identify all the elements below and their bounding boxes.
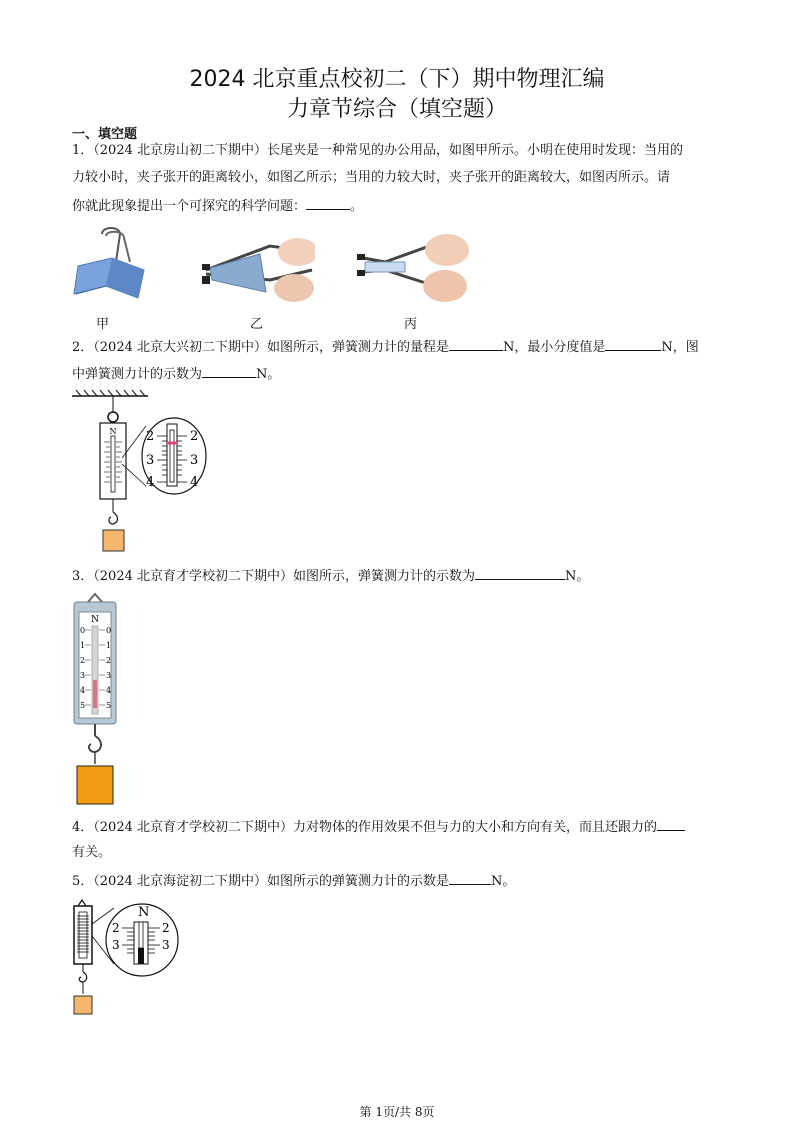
binder-clip-small-open-figure bbox=[200, 230, 315, 310]
q3-scale-label-right-2: 2 bbox=[106, 656, 112, 665]
q3-line1-text: 3．（2024 北京育才学校初二下期中）如图所示，弹簧测力计的示数为 bbox=[72, 569, 475, 584]
q3-scale-label-right-4: 4 bbox=[106, 686, 112, 695]
q3-scale-label-left-2: 2 bbox=[80, 656, 86, 665]
q3-scale-label-left-5: 5 bbox=[80, 701, 86, 710]
q5-line1-end: N。 bbox=[491, 874, 516, 889]
q2-zoom-label-right-3: 3 bbox=[190, 453, 199, 468]
q5-zoom-label-right-3: 3 bbox=[162, 938, 170, 952]
q3-scale-label-left-1: 1 bbox=[80, 641, 86, 650]
q3-scale-label-left-0: 0 bbox=[80, 626, 86, 635]
q1-line3 bbox=[72, 197, 724, 215]
document-title-line1: 2024 北京重点校初二（下）期中物理汇编 bbox=[189, 67, 605, 92]
spring-scale-q3-figure bbox=[72, 592, 118, 808]
q3-scale-label-right-0: 0 bbox=[106, 626, 112, 635]
binder-clip-large-open-figure bbox=[355, 226, 470, 310]
q3-line1 bbox=[72, 567, 724, 585]
q2-zoom-label-left-2: 2 bbox=[146, 429, 155, 444]
q4-line2: 有关。 bbox=[72, 845, 112, 860]
q2-line1-mid2: N，图 bbox=[661, 340, 699, 355]
q2-division-blank[interactable] bbox=[605, 338, 661, 351]
figure-caption-bing: 丙 bbox=[404, 317, 418, 332]
binder-clip-closed-figure bbox=[72, 226, 152, 306]
section-heading: 一、填空题 bbox=[72, 127, 138, 142]
q3-scale-label-left-4: 4 bbox=[80, 686, 86, 695]
q3-scale-unit: N bbox=[91, 615, 99, 625]
page-footer: 第 1页/共 8页 bbox=[359, 1105, 435, 1119]
q2-zoom-label-left-4: 4 bbox=[146, 475, 155, 490]
q2-line2-text: 中弹簧测力计的示数为 bbox=[72, 367, 203, 382]
q3-line1-end: N。 bbox=[565, 569, 590, 584]
q2-line1 bbox=[72, 338, 724, 356]
q2-zoom-label-right-4: 4 bbox=[190, 475, 199, 490]
q2-zoom-label-left-3: 3 bbox=[146, 453, 155, 468]
q2-line2-end: N。 bbox=[256, 367, 281, 382]
q2-line1-mid1: N，最小分度值是 bbox=[503, 340, 606, 355]
q1-line1: 1．（2024 北京房山初二下期中）长尾夹是一种常见的办公用品，如图甲所示。小明在使用时发现：当用的 bbox=[72, 143, 683, 158]
q3-scale-label-right-3: 3 bbox=[106, 671, 112, 680]
figure-caption-jia: 甲 bbox=[96, 317, 110, 332]
document-title-line2: 力章节综合（填空题） bbox=[286, 97, 507, 122]
q3-scale-label-right-1: 1 bbox=[106, 641, 112, 650]
q4-line1 bbox=[72, 818, 724, 836]
figure-caption-yi: 乙 bbox=[250, 317, 264, 332]
spring-scale-q2-figure bbox=[72, 390, 222, 558]
q3-reading-blank[interactable] bbox=[475, 567, 565, 580]
q5-reading-blank[interactable] bbox=[449, 872, 491, 885]
q5-scale-unit: N bbox=[138, 905, 150, 920]
q3-scale-label-right-5: 5 bbox=[106, 701, 112, 710]
q3-scale-label-left-3: 3 bbox=[80, 671, 86, 680]
q5-zoom-label-right-2: 2 bbox=[162, 921, 170, 935]
q2-zoom-label-right-2: 2 bbox=[190, 429, 199, 444]
spring-scale-q5-figure bbox=[72, 898, 182, 1020]
q4-answer-blank[interactable] bbox=[657, 818, 685, 831]
q5-zoom-label-left-2: 2 bbox=[112, 921, 120, 935]
q5-zoom-label-left-3: 3 bbox=[112, 938, 120, 952]
q5-line1 bbox=[72, 872, 724, 890]
q1-line2: 力较小时，夹子张开的距离较小，如图乙所示；当用的力较大时，夹子张开的距离较大，如图丙所示。请 bbox=[72, 170, 671, 185]
q1-line3-end: 。 bbox=[350, 199, 364, 214]
q2-reading-blank[interactable] bbox=[202, 365, 256, 378]
q2-line1-text: 2．（2024 北京大兴初二下期中）如图所示，弹簧测力计的量程是 bbox=[72, 340, 449, 355]
q1-answer-blank[interactable] bbox=[306, 197, 350, 210]
q2-scale-unit: N bbox=[109, 427, 117, 436]
q5-line1-text: 5．（2024 北京海淀初二下期中）如图所示的弹簧测力计的示数是 bbox=[72, 874, 449, 889]
q1-line3-text: 你就此现象提出一个可探究的科学问题： bbox=[72, 199, 307, 214]
q4-line1-text: 4．（2024 北京育才学校初二下期中）力对物体的作用效果不但与力的大小和方向有关，而且还跟力的 bbox=[72, 820, 657, 835]
q2-line2 bbox=[72, 365, 724, 383]
q2-range-blank[interactable] bbox=[449, 338, 503, 351]
